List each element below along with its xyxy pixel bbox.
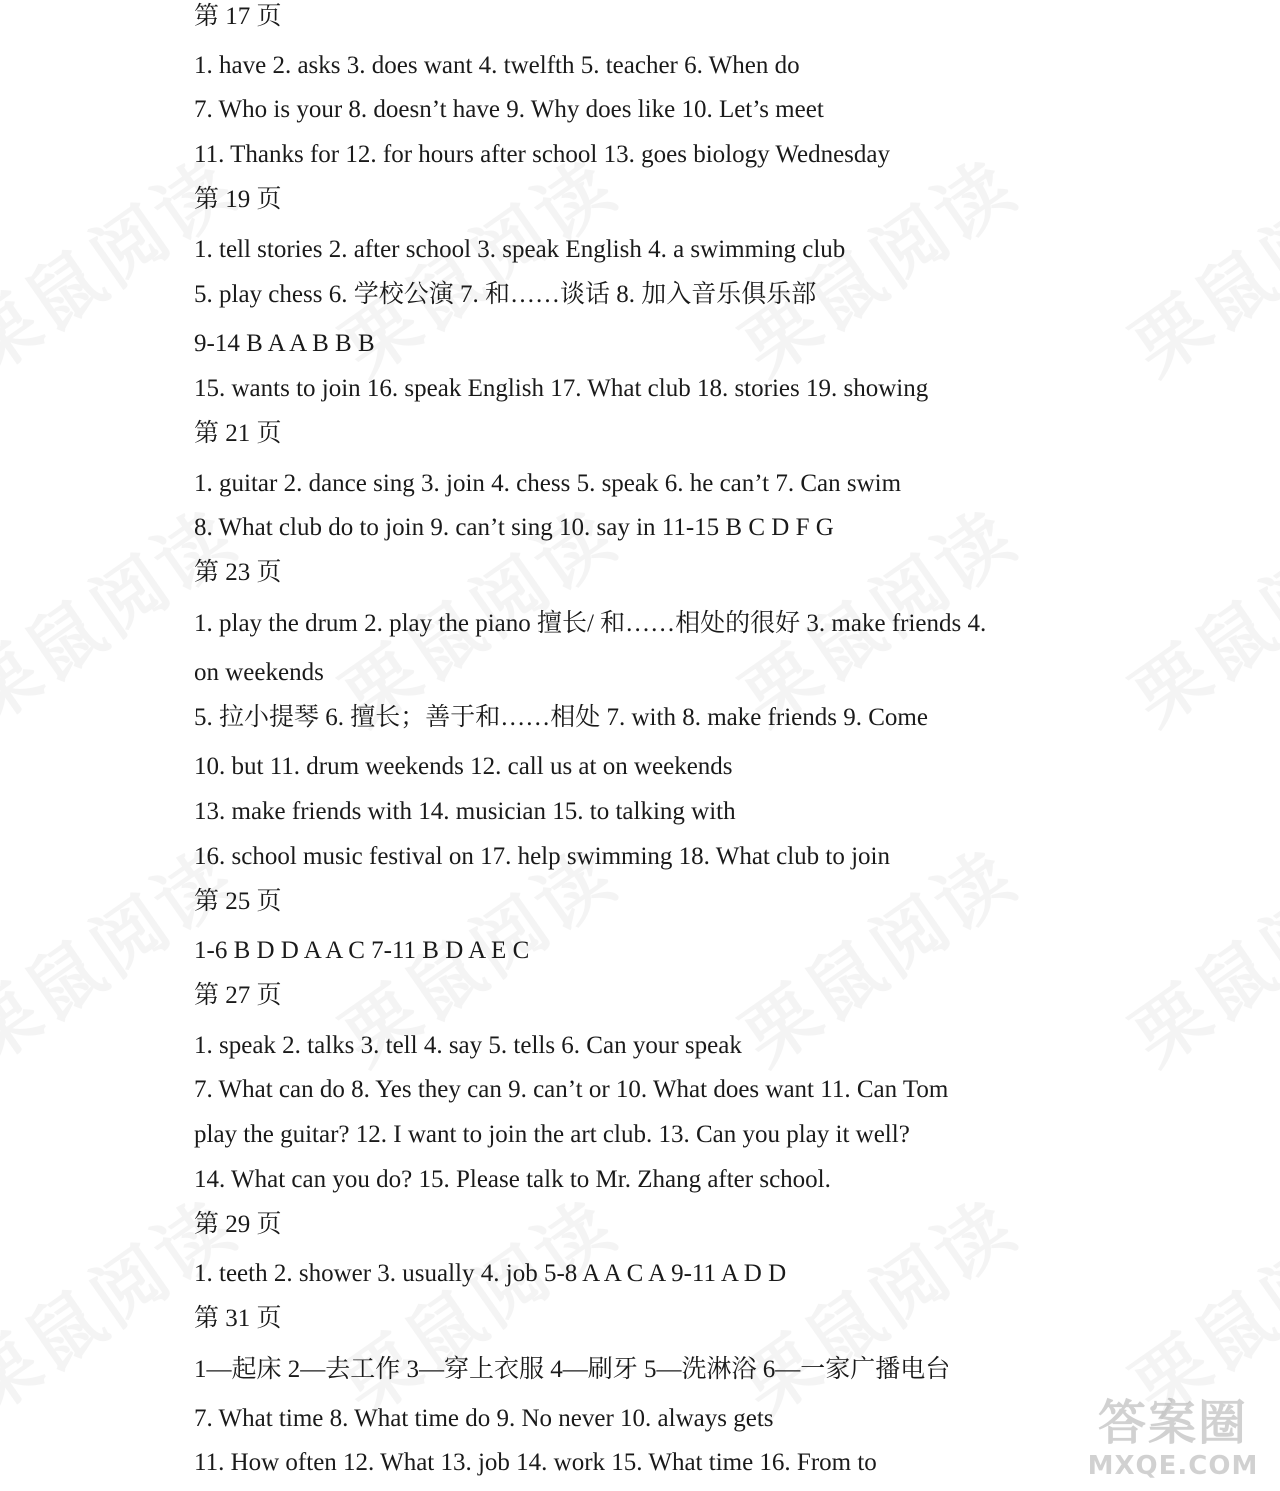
answer-line: play the guitar? 12. I want to join the art club. 13. Can you play it well? bbox=[194, 1121, 910, 1148]
answer-line: 1. speak 2. talks 3. tell 4. say 5. tells 6. Can your speak bbox=[194, 1032, 742, 1059]
answer-line: 1. have 2. asks 3. does want 4. twelfth 5. teacher 6. When do bbox=[194, 52, 800, 79]
watermark-4 bbox=[1108, 130, 1280, 396]
answer-line: 15. wants to join 16. speak English 17. What club 18. stories 19. showing bbox=[194, 375, 929, 402]
answer-line: 16. school music festival on 17. help swimming 18. What club to join bbox=[194, 843, 890, 870]
answer-line: 1. tell stories 2. after school 3. speak English 4. a swimming club bbox=[194, 236, 846, 263]
watermark-14 bbox=[318, 1170, 634, 1436]
answer-line: 10. but 11. drum weekends 12. call us at on weekends bbox=[194, 753, 733, 780]
answer-line: 1. play the drum 2. play the piano 擅长/ 和……相处的很好 3. make friends 4. bbox=[194, 610, 987, 637]
answer-line: 11. Thanks for 12. for hours after school 13. goes biology Wednesday bbox=[194, 141, 891, 168]
page-heading: 第 25 页 bbox=[194, 888, 282, 915]
answer-line: 5. 拉小提琴 6. 擅长；善于和……相处 7. with 8. make friends 9. Come bbox=[194, 704, 928, 731]
page-heading: 第 31 页 bbox=[194, 1305, 282, 1332]
answer-line: 5. play chess 6. 学校公演 7. 和……谈话 8. 加入音乐俱乐部 bbox=[194, 281, 817, 308]
watermark-8 bbox=[1108, 480, 1280, 746]
logo-sub-text: MXQE.COM bbox=[1087, 1451, 1259, 1481]
page-heading: 第 17 页 bbox=[194, 3, 282, 30]
answer-line: 1—起床 2—去工作 3—穿上衣服 4—刷牙 5—洗淋浴 6—一家广播电台 bbox=[194, 1356, 951, 1383]
logo-main-text: 答案圈 bbox=[1097, 1395, 1248, 1451]
answer-line: 1. teeth 2. shower 3. usually 4. job 5-8 A A C A 9-11 A D D bbox=[194, 1260, 787, 1287]
answer-line: 13. make friends with 14. musician 15. to talking with bbox=[194, 798, 736, 825]
site-logo bbox=[1078, 1395, 1268, 1487]
page-heading: 第 27 页 bbox=[194, 982, 282, 1009]
answer-line: 11. How often 12. What 13. job 14. work 15. What time 16. From to bbox=[194, 1449, 877, 1476]
answer-line: 1-6 B D D A A C 7-11 B D A E C bbox=[194, 937, 530, 964]
watermark-12 bbox=[1108, 820, 1280, 1086]
page-heading: 第 19 页 bbox=[194, 186, 282, 213]
answer-line: 7. What time 8. What time do 9. No never 10. always gets bbox=[194, 1405, 774, 1432]
answer-line: 9-14 B A A B B B bbox=[194, 330, 375, 357]
page-heading: 第 23 页 bbox=[194, 559, 282, 586]
answer-line: 14. What can you do? 15. Please talk to Mr. Zhang after school. bbox=[194, 1166, 831, 1193]
answer-line: 8. What club do to join 9. can’t sing 10. say in 11-15 B C D F G bbox=[194, 514, 834, 541]
watermark-15 bbox=[718, 1170, 1034, 1436]
page-heading: 第 29 页 bbox=[194, 1211, 282, 1238]
answer-line: on weekends bbox=[194, 659, 324, 686]
answer-line: 7. What can do 8. Yes they can 9. can’t or 10. What does want 11. Can Tom bbox=[194, 1076, 949, 1103]
answer-line: 7. Who is your 8. doesn’t have 9. Why does like 10. Let’s meet bbox=[194, 96, 824, 123]
page-heading: 第 21 页 bbox=[194, 420, 282, 447]
answer-line: 1. guitar 2. dance sing 3. join 4. chess 5. speak 6. he can’t 7. Can swim bbox=[194, 470, 902, 497]
